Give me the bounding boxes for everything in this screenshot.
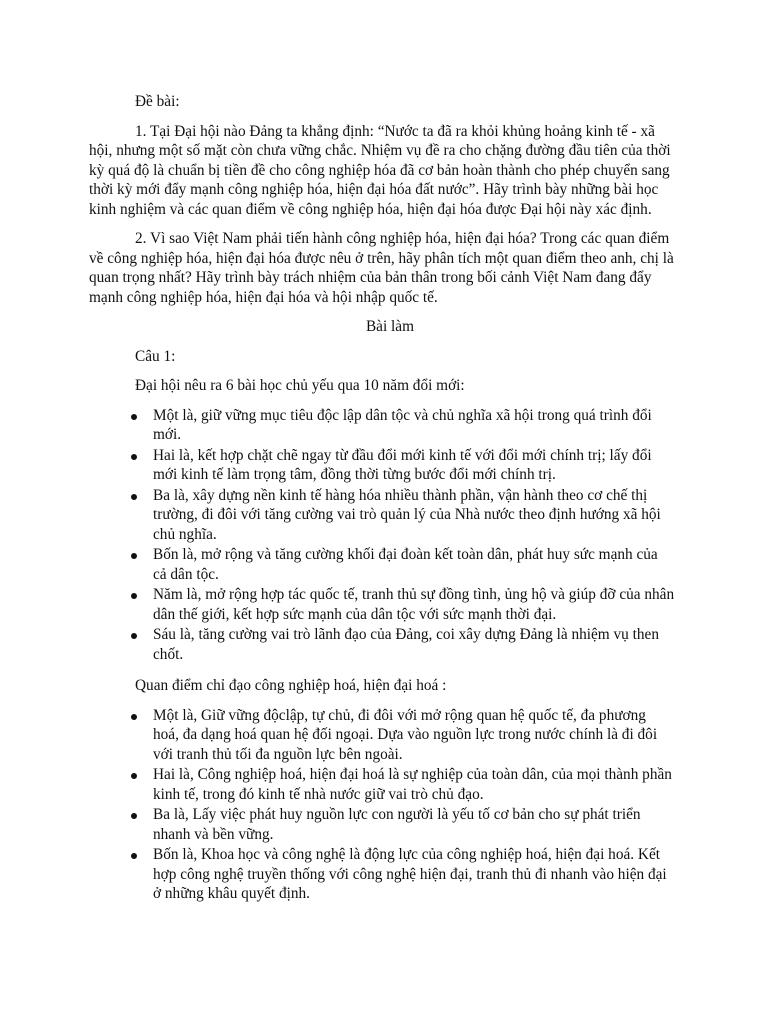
bullet-icon (131, 414, 137, 420)
bullet-icon (131, 633, 137, 639)
bullet-icon (131, 773, 137, 779)
list-item (89, 845, 675, 904)
list-item (89, 446, 675, 485)
bullet-icon (131, 593, 137, 599)
list-item (89, 805, 675, 844)
list-item-text: Ba là, xây dựng nền kinh tế hàng hóa nhiều thành phần, vận hành theo cơ chế thị trường, đi đôi với tăng cường vai trò quản lý của Nhà nước theo định hướng xã hội chủ nghĩa. (153, 486, 661, 543)
question-1: 1. Tại Đại hội nào Đảng ta khẳng định: “Nước ta đã ra khỏi khủng hoảng kinh tế - xã hội, nhưng một số mặt còn chưa vững chắc. Nhiệm vụ đề ra cho chặng đường đầu tiên của thời kỳ quá độ là chuẩn bị tiền đề cho công nghiệp hóa đã cơ bản hoàn thành cho phép chuyển sang thời kỳ mới đẩy mạnh công nghiệp hóa, hiện đại hóa đất nước”. Hãy trình bày những bài học kinh nghiệm và các quan điểm về công nghiệp hóa, hiện đại hóa được Đại hội này xác định. (89, 122, 671, 218)
bullet-icon (131, 813, 137, 819)
bullet-icon (131, 853, 137, 859)
list-item (89, 486, 675, 545)
bullet-icon (131, 494, 137, 500)
list-item-text: Năm là, mở rộng hợp tác quốc tế, tranh thủ sự đồng tình, ủng hộ và giúp đỡ của nhân dân thế giới, kết hợp sức mạnh của dân tộc với sức mạnh thời đại. (153, 586, 675, 623)
list-item (89, 765, 675, 804)
list-item-text: Bốn là, mở rộng và tăng cường khối đại đoàn kết toàn dân, phát huy sức mạnh của cả dân tộc. (153, 546, 658, 583)
list-item-text: Một là, Giữ vững độclập, tự chủ, đi đôi với mở rộng quan hệ quốc tế, đa phương hoá, đa dạng hoá quan hệ đối ngoại. Dựa vào nguồn lực trong nước chính là đi đôi với tranh thủ tối đa nguồn lực bên ngoài. (153, 706, 658, 763)
question-2: 2. Vì sao Việt Nam phải tiến hành công nghiệp hóa, hiện đại hóa? Trong các quan điểm về công nghiệp hóa, hiện đại hóa được nêu ở trên, hãy phân tích một quan điểm theo anh, chị là quan trọng nhất? Hãy trình bày trách nhiệm của bản thân trong bối cảnh Việt Nam đang đẩy mạnh công nghiệp hóa, hiện đại hóa và hội nhập quốc tế. (89, 230, 674, 306)
list-item-text: Ba là, Lấy việc phát huy nguồn lực con người là yếu tố cơ bản cho sự phát triển nhanh và bền vững. (153, 806, 641, 843)
list-item (89, 406, 675, 445)
list-item-text: Sáu là, tăng cường vai trò lãnh đạo của Đảng, coi xây dựng Đảng là nhiệm vụ then chốt. (153, 626, 659, 663)
viewpoints-intro: Quan điểm chỉ đạo công nghiệp hoá, hiện đại hoá : (135, 677, 447, 694)
list-item (89, 706, 675, 765)
bullet-icon (131, 454, 137, 460)
question-1-label: Câu 1: (135, 347, 176, 365)
list-item (89, 625, 675, 664)
answer-heading: Bài làm (365, 318, 414, 335)
viewpoints-list (89, 706, 675, 904)
list-item-text: Bốn là, Khoa học và công nghệ là động lực của công nghiệp hoá, hiện đại hoá. Kết hợp công nghệ truyền thống với công nghệ hiện đại, tranh thủ đi nhanh vào hiện đại ở những khâu quyết định. (153, 846, 667, 902)
bullet-icon (131, 553, 137, 559)
lessons-list (89, 406, 675, 665)
list-item-text: Một là, giữ vững mục tiêu độc lập dân tộc và chủ nghĩa xã hội trong quá trình đổi mới. (153, 406, 652, 443)
list-item (89, 545, 675, 584)
list-item-text: Hai là, kết hợp chặt chẽ ngay từ đầu đổi mới kinh tế với đổi mới chính trị; lấy đổi mới kinh tế làm trọng tâm, đồng thời từng bước đổi mới chính trị. (153, 446, 652, 483)
list-item (89, 585, 675, 624)
bullet-icon (131, 714, 137, 720)
lessons-intro: Đại hội nêu ra 6 bài học chủ yếu qua 10 năm đổi mới: (135, 377, 465, 394)
document-content (89, 92, 675, 916)
list-item-text: Hai là, Công nghiệp hoá, hiện đại hoá là sự nghiệp của toàn dân, của mọi thành phần kinh tế, trong đó kinh tế nhà nước giữ vai trò chủ đạo. (153, 766, 672, 803)
assignment-heading: Đề bài: (135, 93, 180, 110)
